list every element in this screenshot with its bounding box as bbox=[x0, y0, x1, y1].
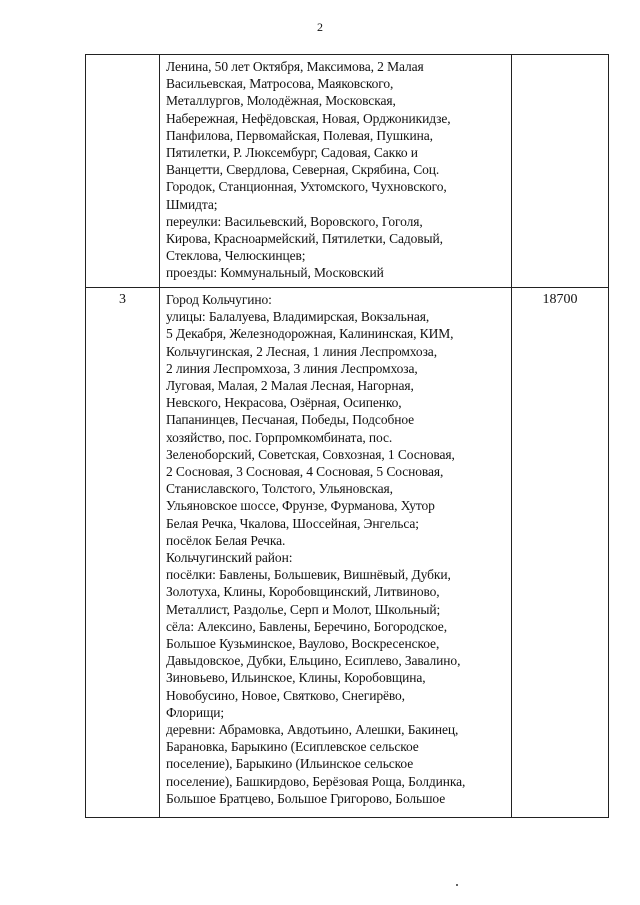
address-line: Металлургов, Молодёжная, Московская, bbox=[166, 93, 396, 109]
address-line: Большое Кузьминское, Ваулово, Воскресенское, bbox=[166, 636, 440, 652]
address-line: поселение), Башкирдово, Берёзовая Роща, Болдинка, bbox=[166, 773, 466, 789]
address-line: Папанинцев, Песчаная, Победы, Подсобное bbox=[166, 412, 415, 428]
table-row bbox=[86, 55, 609, 288]
address-line: Ленина, 50 лет Октября, Максимова, 2 Малая bbox=[166, 59, 424, 74]
address-line: Барановка, Барыкино (Есиплевское сельское bbox=[166, 739, 419, 755]
address-line: хозяйство, пос. Горпромкомбината, пос. bbox=[166, 429, 393, 445]
address-line: Стеклова, Челюскинцев; bbox=[166, 248, 306, 264]
population-cell: 18700 bbox=[512, 288, 609, 818]
address-line: Большое Братцево, Большое Григорово, Большое bbox=[166, 790, 446, 806]
table-row bbox=[86, 288, 609, 818]
address-line: сёла: Алексино, Бавлены, Беречино, Богородское, bbox=[166, 618, 447, 634]
address-line: Городок, Станционная, Ухтомского, Чухновского, bbox=[166, 179, 447, 195]
addresses-cell bbox=[160, 55, 512, 288]
address-line: улицы: Балалуева, Владимирская, Вокзальная, bbox=[166, 309, 430, 325]
address-line: Невского, Некрасова, Озёрная, Осипенко, bbox=[166, 395, 402, 411]
page-number: 2 bbox=[317, 20, 323, 34]
address-line: Золотуха, Клины, Коробовщинский, Литвиново, bbox=[166, 584, 440, 600]
address-line: 2 Сосновая, 3 Сосновая, 4 Сосновая, 5 Сосновая, bbox=[166, 464, 444, 480]
address-line: Давыдовское, Дубки, Ельцино, Есиплево, Завалино, bbox=[166, 653, 461, 669]
address-line: Флорищи; bbox=[166, 704, 225, 720]
address-line: Набережная, Нефёдовская, Новая, Орджоникидзе, bbox=[166, 110, 451, 126]
address-line: Новобусино, Новое, Святково, Снегирёво, bbox=[166, 687, 405, 703]
address-line: Кольчугинская, 2 Лесная, 1 линия Леспромхоза, bbox=[166, 343, 437, 359]
address-line: деревни: Абрамовка, Авдотьино, Алешки, Бакинец, bbox=[166, 722, 459, 738]
address-line: посёлки: Бавлены, Большевик, Вишнёвый, Дубки, bbox=[166, 567, 451, 583]
address-line: 5 Декабря, Железнодорожная, Калининская, КИМ, bbox=[166, 326, 454, 342]
address-line: проезды: Коммунальный, Московский bbox=[166, 265, 384, 281]
districts-table bbox=[85, 54, 609, 818]
address-line: поселение), Барыкино (Ильинское сельское bbox=[166, 756, 414, 772]
addresses-cell bbox=[160, 288, 512, 818]
address-line: переулки: Васильевский, Воровского, Гоголя, bbox=[166, 213, 423, 229]
address-line: 2 линия Леспромхоза, 3 линия Леспромхоза, bbox=[166, 360, 418, 376]
address-line: Белая Речка, Чкалова, Шоссейная, Энгельса; bbox=[166, 515, 419, 531]
address-line: Металлист, Раздолье, Серп и Молот, Школьный; bbox=[166, 601, 441, 617]
address-line: Васильевская, Матросова, Маяковского, bbox=[166, 76, 394, 92]
address-line: Шмидта; bbox=[166, 196, 218, 212]
address-line: Ульяновское шоссе, Фрунзе, Фурманова, Хутор bbox=[166, 498, 435, 514]
address-line: посёлок Белая Речка. bbox=[166, 532, 286, 548]
address-line: Кирова, Красноармейский, Пятилетки, Садовый, bbox=[166, 231, 443, 247]
row-number-cell bbox=[86, 55, 160, 288]
scan-speck bbox=[456, 884, 458, 886]
address-line: Панфилова, Первомайская, Полевая, Пушкина, bbox=[166, 127, 433, 143]
address-line: Зиновьево, Ильинское, Клины, Коробовщина, bbox=[166, 670, 426, 686]
address-line: Пятилетки, Р. Люксембург, Садовая, Сакко и bbox=[166, 145, 418, 161]
address-line: Станиславского, Толстого, Ульяновская, bbox=[166, 481, 393, 497]
population-cell bbox=[512, 55, 609, 288]
address-line: Луговая, Малая, 2 Малая Лесная, Нагорная, bbox=[166, 378, 414, 394]
address-line: Кольчугинский район: bbox=[166, 550, 293, 566]
address-line: Ванцетти, Свердлова, Северная, Скрябина, Соц. bbox=[166, 162, 440, 178]
row-number-cell: 3 bbox=[86, 288, 160, 818]
address-line: Зеленоборский, Советская, Совхозная, 1 Сосновая, bbox=[166, 446, 455, 462]
address-line: Город Кольчугино: bbox=[166, 292, 272, 307]
